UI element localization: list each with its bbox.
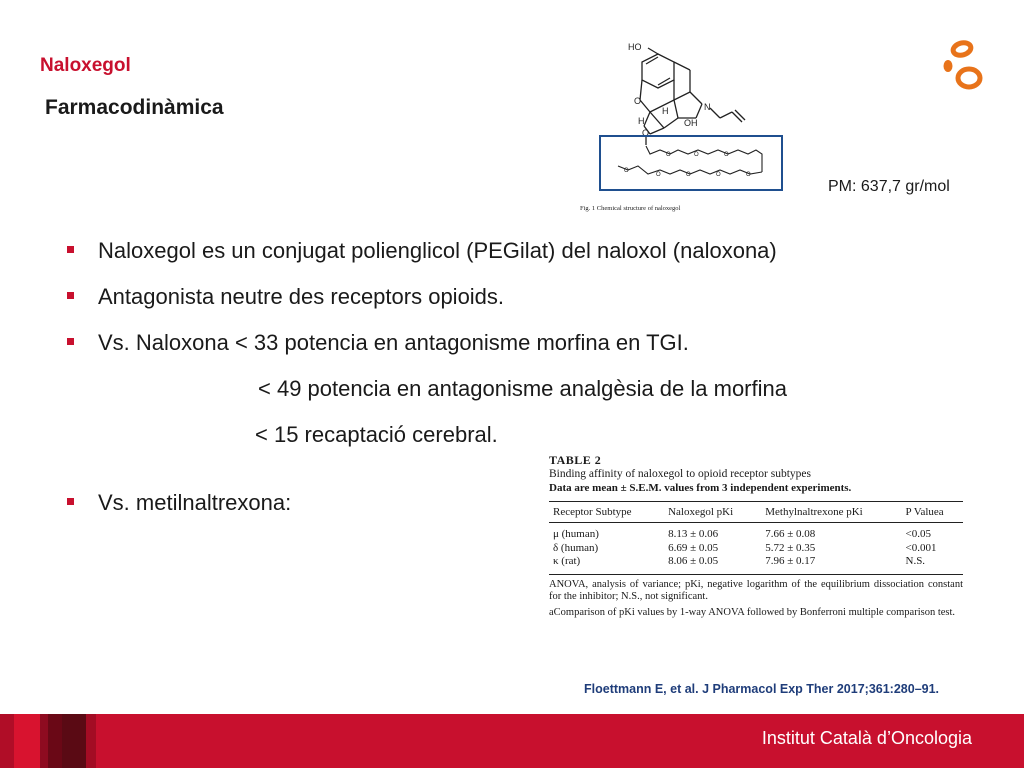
continuation-text: < 15 recaptació cerebral. (255, 422, 498, 447)
svg-text:O: O (624, 168, 629, 174)
atom-n-label: N (704, 102, 711, 112)
bullet-marker (67, 292, 74, 299)
institution-name: Institut Català d’Oncologia (761, 728, 972, 748)
slide-subtitle: Farmacodinàmica (45, 96, 224, 119)
footer-stripe (14, 714, 40, 768)
table-cell: μ (human) (553, 528, 599, 540)
chemical-structure-figure (578, 42, 788, 214)
svg-text:O: O (746, 172, 751, 178)
svg-text:O: O (656, 172, 661, 178)
table-header-row (549, 502, 963, 523)
bullet-marker (67, 338, 74, 345)
svg-text:O: O (724, 152, 729, 158)
footer-stripe (86, 714, 96, 768)
footer-stripe (0, 714, 14, 768)
svg-text:O: O (716, 172, 721, 178)
section-title: Naloxegol (40, 55, 131, 76)
binding-affinity-table (549, 453, 963, 619)
table-caption: Binding affinity of naloxegol to opioid receptor subtypes (549, 468, 812, 480)
ico-logo-icon (938, 40, 986, 92)
footer-stripe (48, 714, 62, 768)
table-cell: 8.06 ± 0.05 (664, 555, 761, 574)
atom-o-ether-label: O (642, 128, 650, 138)
continuation-text: < 49 potencia en antagonisme analgèsia de la morfina (258, 376, 787, 401)
table-cell: 7.96 ± 0.17 (761, 555, 901, 574)
bullet-text: Antagonista neutre des receptors opioids. (98, 284, 505, 309)
column-header: Receptor Subtype (549, 502, 664, 523)
bullet-marker (67, 246, 74, 253)
svg-text:O: O (686, 172, 691, 178)
bullet-marker (67, 498, 74, 505)
column-header: Methylnaltrexone pKi (761, 502, 901, 523)
table-cell: 7.66 ± 0.08 (765, 528, 816, 540)
figure-caption: Fig. 1 Chemical structure of naloxegol (580, 205, 681, 212)
bullet-text: Vs. Naloxona < 33 potencia en antagonisme morfina en TGI. (98, 330, 689, 355)
table-cell: 8.13 ± 0.06 (668, 528, 719, 540)
table-subcaption: Data are mean ± S.E.M. values from 3 independent experiments. (549, 482, 852, 494)
table-cell: <0.001 (905, 541, 937, 554)
atom-o-bridge-label: O (634, 96, 642, 106)
bullet-text: Vs. metilnaltrexona: (98, 490, 292, 515)
table-cell: <0.05 (905, 528, 931, 540)
footer-stripe (62, 714, 86, 768)
column-header: P Valuea (902, 502, 964, 523)
footer-stripe (40, 714, 48, 768)
table-cell: 6.69 ± 0.05 (668, 541, 719, 554)
table-row (549, 523, 963, 542)
table-cell: κ (rat) (549, 555, 664, 574)
table-row (549, 555, 963, 574)
table-label: TABLE 2 (549, 453, 602, 467)
column-header: Naloxegol pKi (664, 502, 761, 523)
table-footnote: aComparison of pKi values by 1-way ANOVA followed by Bonferroni multiple comparison test. (549, 606, 956, 618)
atom-h1-label: H (638, 116, 645, 126)
table-cell: N.S. (902, 555, 964, 574)
svg-text:O: O (666, 152, 671, 158)
table-footnote: ANOVA, analysis of variance; pKi, negative logarithm of the equilibrium dissociation constant for the inhibitor; N.S., not significant. (549, 578, 963, 602)
atom-ho-label: HO (628, 42, 642, 52)
svg-text:O: O (694, 152, 699, 158)
citation: Floettmann E, et al. J Pharmacol Exp Ther 2017;361:280–91. (584, 682, 940, 696)
bullet-text: Naloxegol es un conjugat polienglicol (PEGilat) del naloxol (naloxona) (98, 238, 777, 263)
molecular-weight: PM: 637,7 gr/mol (828, 178, 950, 195)
table-cell: δ (human) (553, 541, 599, 554)
atom-h2-label: H (662, 106, 669, 116)
table-row (549, 542, 963, 556)
table-cell: 5.72 ± 0.35 (765, 541, 816, 554)
atom-oh-label: OH (684, 118, 698, 128)
data-table (549, 501, 963, 575)
